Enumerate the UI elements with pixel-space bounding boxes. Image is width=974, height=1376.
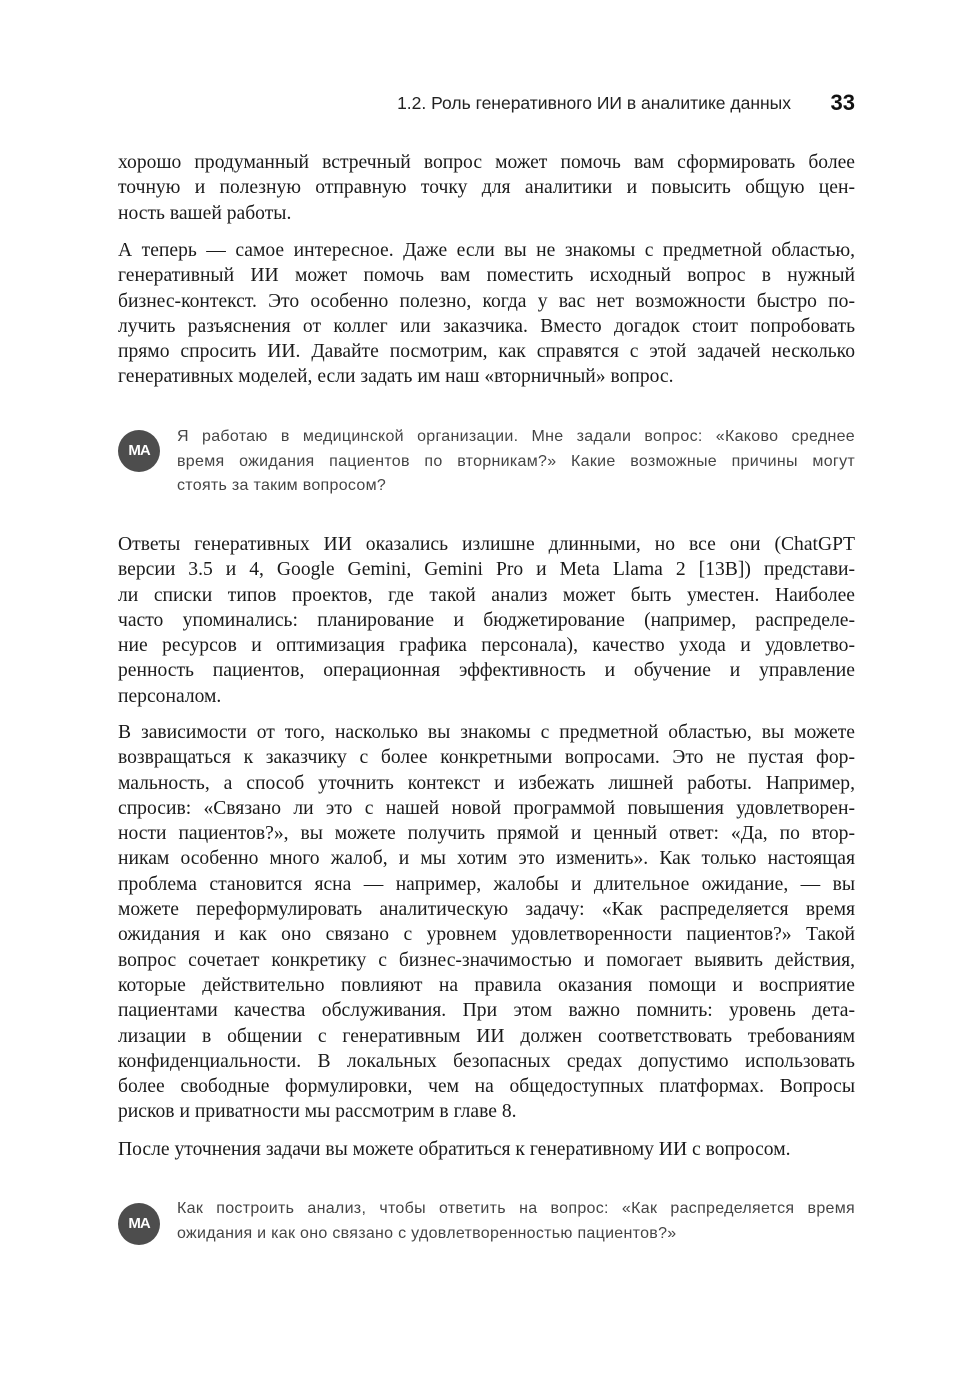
text-line: Ответы генеративных ИИ оказались излишне длинными, но все они (ChatGPT: [118, 534, 855, 555]
paragraph: [118, 532, 855, 709]
text-line: возвращаться к заказчику с более конкретными вопросами. Это не пустая фор-: [118, 747, 855, 769]
text-line: более свободные формулировки, чем на общедоступных платформах. Вопросы: [118, 1076, 855, 1098]
text-line: Как построить анализ, чтобы ответить на вопрос: «Как распределяется время: [177, 1200, 855, 1217]
prompt-text: [177, 425, 855, 499]
prompt-text: [177, 1197, 855, 1246]
text-line: лучить разъяснения от коллег или заказчика. Вместо догадок стоит попробовать: [118, 315, 855, 337]
avatar: MA: [118, 430, 160, 472]
text-line: В зависимости от того, насколько вы знакомы с предметной областью, вы можете: [118, 722, 855, 743]
text-line: ности пациентов?», вы можете получить прямой и ценный ответ: «Да, по втор-: [118, 823, 855, 845]
text-line: часто упоминались: планирование и бюджетирование (например, распределе-: [118, 609, 855, 631]
text-line: которые действительно повлияют на правила оказания помощи и восприятие: [118, 974, 855, 996]
text-line: ность вашей работы.: [118, 202, 292, 224]
text-line: спросив: «Связано ли это с нашей новой программой повышения удовлетворен-: [118, 797, 855, 819]
text-line: ожидания и как оно связано с уровнем удовлетворенности пациентов?» Такой: [118, 924, 855, 946]
running-header: [118, 90, 855, 118]
page-number: 33: [830, 90, 855, 115]
text-line: ние ресурсов и оптимизация графика персонала), качество ухода и удовлетво-: [118, 635, 855, 657]
text-line: пациентами качества обслуживания. При этом важно помнить: уровень дета-: [118, 1000, 855, 1022]
chapter-section-title: 1.2. Роль генеративного ИИ в аналитике данных: [397, 93, 791, 113]
text-line: генеративных моделей, если задать им наш «вторничный» вопрос.: [118, 366, 674, 388]
text-line: рисков и приватности мы рассмотрим в главе 8.: [118, 1101, 517, 1123]
text-line: ренность пациентов, операционная эффективность и обучение и управление: [118, 660, 855, 682]
text-line: время ожидания пациентов по вторникам?» Какие возможные причины могут: [177, 452, 855, 470]
text-line: точную и полезную отправную точку для аналитики и повысить общую цен-: [118, 177, 855, 199]
paragraph: [118, 150, 855, 226]
text-line: мальность, а способ уточнить контекст и избежать лишней работы. Например,: [118, 772, 855, 794]
text-line: ли списки типов проектов, где такой анализ может быть уместен. Наиболее: [118, 584, 855, 606]
text-line: проблема становится ясна — например, жалобы и длительное ожидание, — вы: [118, 873, 855, 895]
text-line: хорошо продуманный встречный вопрос может помочь вам сформировать более: [118, 152, 855, 173]
text-line: версии 3.5 и 4, Google Gemini, Gemini Pro и Meta Llama 2 [13B]) представи-: [118, 559, 855, 581]
paragraph: [118, 238, 855, 390]
text-line: персоналом.: [118, 685, 222, 707]
text-line: никам особенно много жалоб, и мы хотим это изменить». Как только настоящая: [118, 848, 855, 870]
text-line: А теперь — самое интересное. Даже если вы не знакомы с предметной областью,: [118, 240, 855, 261]
avatar: MA: [118, 1203, 160, 1245]
text-line: Я работаю в медицинской организации. Мне задали вопрос: «Каково среднее: [177, 428, 855, 445]
text-line: бизнес-контекст. Это особенно полезно, когда у вас нет возможности быстро по-: [118, 290, 855, 312]
text-line: лизации в общении с генеративным ИИ должен соответствовать требованиям: [118, 1025, 855, 1047]
text-line: вопрос сочетает конкретику с бизнес-значимостью и помогает выявить действия,: [118, 949, 855, 971]
text-line: конфиденциальности. В локальных безопасных средах допустимо использовать: [118, 1050, 855, 1072]
text-line: стоять за таким вопросом?: [177, 477, 387, 494]
text-line: ожидания и как оно связано с удовлетворенностью пациентов?»: [177, 1224, 677, 1242]
text-line: прямо спросить ИИ. Давайте посмотрим, как справятся с этой задачей несколько: [118, 341, 855, 363]
text-line: генеративный ИИ может помочь вам поместить исходный вопрос в нужный: [118, 265, 855, 287]
paragraph: [118, 720, 855, 1125]
text-line: можете переформулировать аналитическую задачу: «Как распределяется время: [118, 899, 855, 921]
paragraph: [118, 1137, 855, 1162]
text-line: После уточнения задачи вы можете обратиться к генеративному ИИ с вопросом.: [118, 1139, 791, 1160]
